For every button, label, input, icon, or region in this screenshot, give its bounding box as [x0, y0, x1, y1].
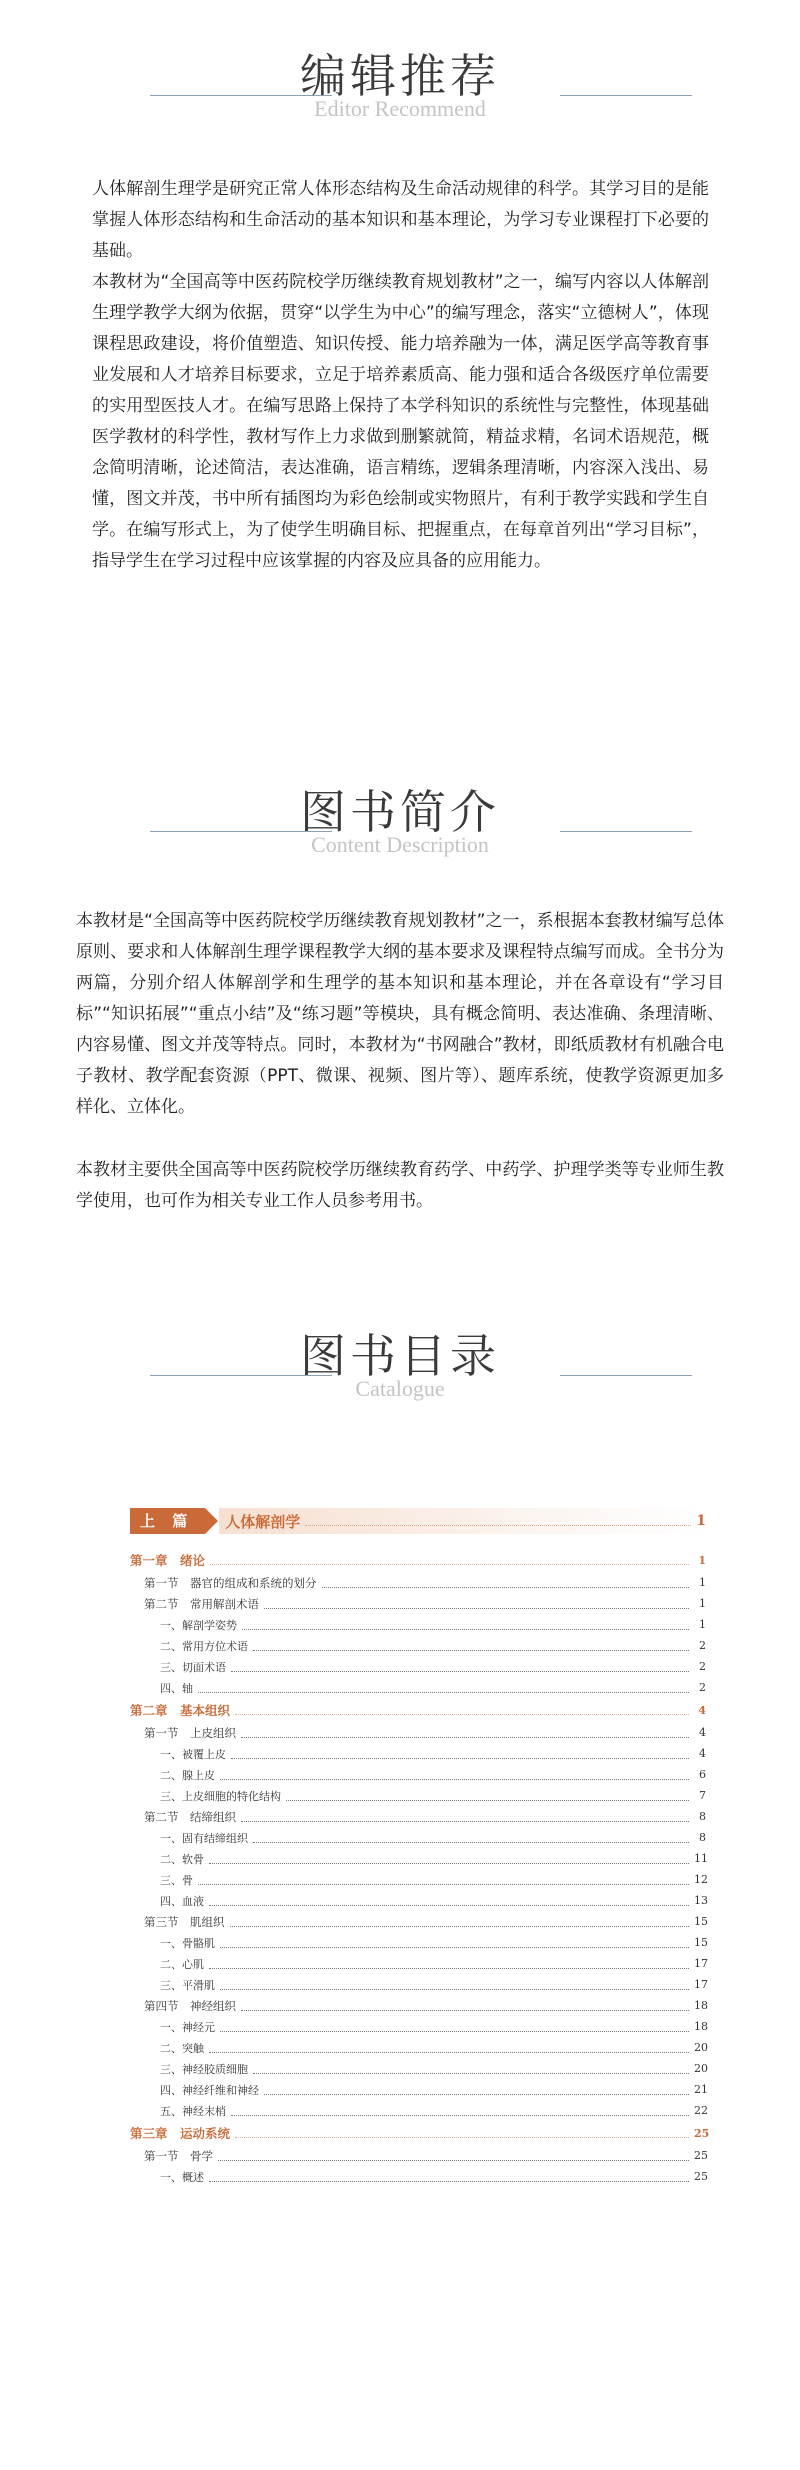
catalogue-subtitle: Catalogue: [355, 1376, 445, 1401]
toc-section-row: [130, 1572, 706, 1593]
toc-item-row: [130, 2100, 706, 2121]
toc-item-row: [130, 2016, 706, 2037]
toc-item-row: [130, 1635, 706, 1656]
toc-section-row: [130, 1722, 706, 1743]
toc-entry-page: 25: [694, 2170, 708, 2183]
leader-dots: [210, 1563, 689, 1565]
leader-dots: [209, 2051, 689, 2053]
toc-item-row: [130, 1848, 706, 1869]
toc-item-row: [130, 2058, 706, 2079]
toc-entry-title: 二、软骨: [160, 1852, 204, 1866]
toc-item-row: [130, 1656, 706, 1677]
toc-entry-page: 13: [694, 1894, 708, 1907]
toc-entry-page: 25: [694, 2149, 708, 2162]
leader-dots: [305, 1524, 691, 1526]
toc-item-row: [130, 1764, 706, 1785]
toc-item-row: [130, 1827, 706, 1848]
toc-item-row: [130, 2166, 706, 2187]
toc-entry-title: 五、神经末梢: [160, 2104, 226, 2118]
toc-item-row: [130, 2079, 706, 2100]
toc-entry-title: 第三章 运动系统: [130, 2126, 231, 2141]
content-paragraph-1: 本教材是“全国高等中医药院校学历继续教育规划教材”之一，系根据本套教材编写总体原则、要求和人体解剖生理学课程教学大纲的基本要求及课程特点编写而成。全书分为两篇，分别介绍人体解剖学和生理学的基本知识和基本理论，并在各章设有“学习目标”“知识拓展”“重点小结”及“练习题”等模块，具有概念简明、表达准确、条理清晰、内容易懂、图文并茂等特点。同时，本教材为“书网融合”教材，即纸质教材有机融合电子教材、教学配套资源（PPT、微课、视频、图片等）、题库系统，使教学资源更加多样化、立体化。: [76, 911, 724, 1117]
toc-item-row: [130, 1953, 706, 1974]
toc-entry-page: 8: [699, 1810, 706, 1823]
toc-entry-title: 二、腺上皮: [160, 1768, 215, 1782]
toc-entry-page: 20: [694, 2062, 708, 2075]
toc-entry-page: 1: [699, 1576, 706, 1589]
toc-entry-title: 二、常用方位术语: [160, 1639, 248, 1653]
toc-entry-title: 三、切面术语: [160, 1660, 226, 1674]
toc-entry-title: 第二节 结缔组织: [144, 1809, 236, 1824]
catalogue-title: 图书目录: [300, 1329, 500, 1383]
table-of-contents: [130, 1508, 710, 2187]
leader-dots: [209, 1862, 689, 1864]
leader-dots: [220, 1946, 689, 1948]
leader-dots: [209, 1904, 689, 1906]
toc-item-row: [130, 1743, 706, 1764]
toc-part-heading: [130, 1508, 706, 1534]
leader-dots: [253, 2072, 689, 2074]
toc-section-row: [130, 1806, 706, 1827]
toc-entry-page: 8: [699, 1831, 706, 1844]
toc-entry-title: 第一节 器官的组成和系统的划分: [144, 1575, 317, 1590]
toc-entry-title: 一、被覆上皮: [160, 1747, 226, 1761]
part-page: 1: [696, 1513, 706, 1529]
toc-entry-title: 第一节 骨学: [144, 2148, 213, 2163]
toc-entry-page: 18: [694, 1999, 708, 2012]
toc-item-row: [130, 1890, 706, 1911]
toc-entry-page: 4: [699, 1726, 706, 1739]
toc-item-row: [130, 1932, 706, 1953]
toc-entry-page: 2: [699, 1681, 706, 1694]
leader-dots: [231, 1670, 689, 1672]
toc-entry-page: 17: [694, 1957, 708, 1970]
toc-entry-title: 三、平滑肌: [160, 1978, 215, 1992]
part-tag: 上 篇: [130, 1508, 205, 1534]
editor-recommend-title: 编辑推荐: [300, 49, 500, 103]
toc-entry-title: 一、概述: [160, 2170, 204, 2184]
leader-dots: [235, 1713, 689, 1715]
toc-entry-page: 4: [698, 1703, 706, 1717]
toc-entry-page: 18: [694, 2020, 708, 2033]
toc-section-row: [130, 1593, 706, 1614]
leader-dots: [264, 2093, 689, 2095]
toc-entry-page: 15: [694, 1936, 708, 1949]
toc-entry-page: 6: [699, 1768, 706, 1781]
toc-entry-title: 一、骨骼肌: [160, 1936, 215, 1950]
editor-paragraph-2: 本教材为“全国高等中医药院校学历继续教育规划教材”之一，编写内容以人体解剖生理学教学大纲为依据，贯穿“以学生为中心”的编写理念，落实“立德树人”，体现课程思政建设，将价值塑造、知识传授、能力培养融为一体，满足医学高等教育事业发展和人才培养目标要求，立足于培养素质高、能力强和适合各级医疗单位需要的实用型医技人才。在编写思路上保持了本学科知识的系统性与完整性，体现基础医学教材的科学性，教材写作上力求做到删繁就简，精益求精，名词术语规范，概念简明清晰，论述简洁，表达准确，语言精练，逻辑条理清晰，内容深入浅出、易懂，图文并茂，书中所有插图均为彩色绘制或实物照片，有利于教学实践和学生自学。在编写形式上，为了使学生明确目标、把握重点，在每章首列出“学习目标”，指导学生在学习过程中应该掌握的内容及应具备的应用能力。: [92, 272, 709, 571]
toc-entry-page: 1: [698, 1553, 706, 1567]
toc-entry-title: 三、骨: [160, 1873, 193, 1887]
toc-entry-page: 1: [699, 1597, 706, 1610]
leader-dots: [235, 2136, 689, 2138]
leader-dots: [241, 1736, 689, 1738]
leader-dots: [209, 2180, 689, 2182]
part-title: 人体解剖学: [225, 1512, 301, 1531]
toc-item-row: [130, 1677, 706, 1698]
toc-item-row: [130, 1785, 706, 1806]
toc-entry-page: 2: [699, 1660, 706, 1673]
toc-chapter-row: [130, 1698, 706, 1722]
leader-dots: [218, 2159, 689, 2161]
toc-entry-title: 三、神经胶质细胞: [160, 2062, 248, 2076]
toc-entry-page: 4: [699, 1747, 706, 1760]
toc-item-row: [130, 1614, 706, 1635]
toc-entry-title: 第四节 神经组织: [144, 1998, 236, 2013]
editor-recommend-header: [0, 40, 800, 130]
leader-dots: [220, 1988, 689, 1990]
toc-entry-title: 一、解剖学姿势: [160, 1618, 237, 1632]
toc-entry-page: 1: [699, 1618, 706, 1631]
editor-paragraph-1: 人体解剖生理学是研究正常人体形态结构及生命活动规律的科学。其学习目的是能掌握人体形态结构和生命活动的基本知识和基本理论，为学习专业课程打下必要的基础。: [92, 179, 709, 261]
toc-entry-title: 一、神经元: [160, 2020, 215, 2034]
toc-entry-title: 一、固有结缔组织: [160, 1831, 248, 1845]
toc-entry-title: 第三节 肌组织: [144, 1914, 225, 1929]
leader-dots: [230, 1925, 690, 1927]
toc-entry-title: 四、血液: [160, 1894, 204, 1908]
leader-dots: [264, 1607, 689, 1609]
toc-entry-title: 三、上皮细胞的特化结构: [160, 1789, 281, 1803]
toc-section-row: [130, 1995, 706, 2016]
leader-dots: [220, 1778, 689, 1780]
part-band: [219, 1508, 706, 1534]
catalogue-header: [0, 1320, 800, 1410]
toc-entry-title: 第二节 常用解剖术语: [144, 1596, 259, 1611]
leader-dots: [322, 1586, 690, 1588]
toc-entry-title: 第一节 上皮组织: [144, 1725, 236, 1740]
leader-dots: [198, 1691, 689, 1693]
toc-entry-title: 二、突触: [160, 2041, 204, 2055]
leader-dots: [220, 2030, 689, 2032]
content-description-subtitle: Content Description: [311, 832, 489, 857]
editor-recommend-subtitle: Editor Recommend: [314, 96, 486, 121]
toc-item-row: [130, 1974, 706, 1995]
toc-entry-page: 11: [694, 1852, 708, 1865]
toc-entry-page: 2: [699, 1639, 706, 1652]
toc-rows: [130, 1548, 710, 2187]
leader-dots: [242, 1628, 689, 1630]
toc-section-row: [130, 1911, 706, 1932]
content-description-title: 图书简介: [300, 785, 500, 839]
toc-entry-page: 20: [694, 2041, 708, 2054]
toc-item-row: [130, 2037, 706, 2058]
content-description-header: [0, 776, 800, 866]
toc-entry-title: 第二章 基本组织: [130, 1703, 231, 1718]
toc-entry-page: 22: [694, 2104, 708, 2117]
toc-entry-page: 7: [699, 1789, 706, 1802]
leader-dots: [286, 1799, 689, 1801]
leader-dots: [231, 1757, 689, 1759]
toc-entry-title: 第一章 绪论: [130, 1553, 206, 1568]
leader-dots: [253, 1649, 689, 1651]
leader-dots: [198, 1883, 689, 1885]
toc-entry-page: 15: [694, 1915, 708, 1928]
leader-dots: [253, 1841, 689, 1843]
toc-entry-page: 21: [694, 2083, 708, 2096]
toc-chapter-row: [130, 1548, 706, 1572]
toc-entry-title: 四、神经纤维和神经: [160, 2083, 259, 2097]
toc-entry-title: 二、心肌: [160, 1957, 204, 1971]
leader-dots: [241, 1820, 689, 1822]
content-paragraph-2: 本教材主要供全国高等中医药院校学历继续教育药学、中药学、护理学类等专业师生教学使用，也可作为相关专业工作人员参考用书。: [76, 1160, 724, 1211]
toc-entry-title: 四、轴: [160, 1681, 193, 1695]
toc-entry-page: 17: [694, 1978, 708, 1991]
toc-chapter-row: [130, 2121, 710, 2145]
leader-dots: [209, 1967, 689, 1969]
leader-dots: [241, 2009, 689, 2011]
toc-item-row: [130, 1869, 706, 1890]
toc-section-row: [130, 2145, 706, 2166]
leader-dots: [231, 2114, 689, 2116]
toc-entry-page: 12: [694, 1873, 708, 1886]
toc-entry-page: 25: [694, 2126, 710, 2140]
